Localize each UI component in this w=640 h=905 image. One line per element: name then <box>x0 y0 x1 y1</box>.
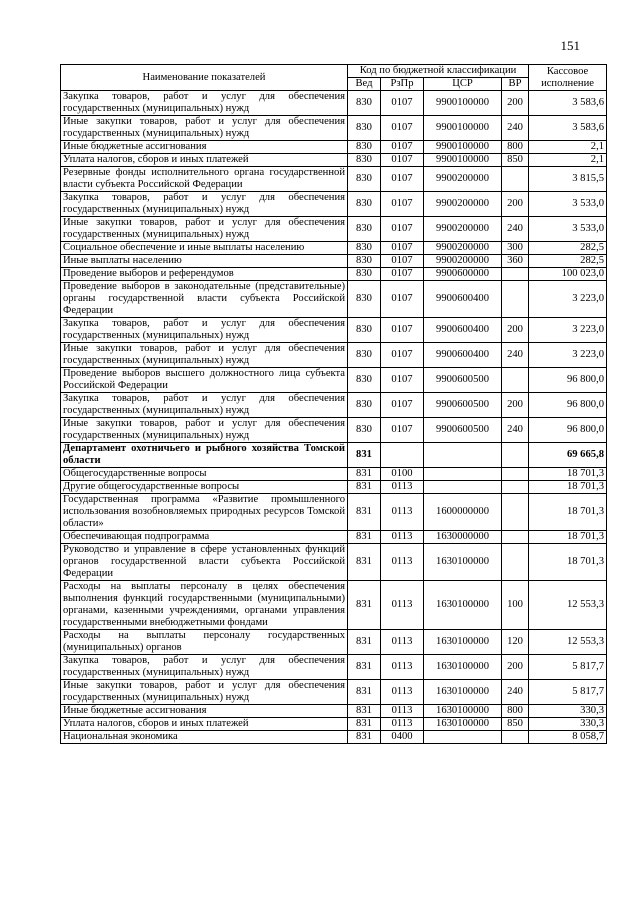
cell-amount: 8 058,7 <box>529 731 607 744</box>
header-code-group: Код по бюджетной классификации <box>348 65 529 78</box>
cell-ved: 830 <box>348 393 381 418</box>
cell-name: Расходы на выплаты персоналу в целях обеспечения выполнения функций государственными (муниципальными) органами, казенными учреждениями, органами управления государственными внебюджетными фондами <box>61 581 348 630</box>
cell-amount: 96 800,0 <box>529 418 607 443</box>
page-number: 151 <box>560 38 580 53</box>
cell-csr: 9900600400 <box>424 343 502 368</box>
cell-vr <box>502 167 529 192</box>
table-row <box>61 731 607 744</box>
cell-name: Руководство и управление в сфере установленных функций органов государственной власти субъекта Российской Федерации <box>61 544 348 581</box>
cell-vr: 360 <box>502 255 529 268</box>
cell-csr: 9900600500 <box>424 418 502 443</box>
cell-vr: 300 <box>502 242 529 255</box>
cell-csr: 9900600500 <box>424 393 502 418</box>
cell-vr: 200 <box>502 91 529 116</box>
cell-vr <box>502 731 529 744</box>
cell-ved: 831 <box>348 731 381 744</box>
cell-csr: 1630100000 <box>424 680 502 705</box>
cell-csr: 1600000000 <box>424 494 502 531</box>
cell-amount: 18 701,3 <box>529 468 607 481</box>
cell-rzpr: 0107 <box>381 255 424 268</box>
table-row <box>61 544 607 581</box>
cell-ved: 830 <box>348 343 381 368</box>
table-row <box>61 116 607 141</box>
budget-execution-table <box>60 64 607 744</box>
cell-amount: 96 800,0 <box>529 393 607 418</box>
cell-ved: 830 <box>348 141 381 154</box>
cell-ved: 830 <box>348 192 381 217</box>
table-row <box>61 343 607 368</box>
cell-name: Проведение выборов и референдумов <box>61 268 348 281</box>
cell-ved: 831 <box>348 531 381 544</box>
cell-ved: 830 <box>348 217 381 242</box>
cell-name: Закупка товаров, работ и услуг для обеспечения государственных (муниципальных) нужд <box>61 655 348 680</box>
cell-vr <box>502 494 529 531</box>
cell-ved: 830 <box>348 91 381 116</box>
table-row <box>61 141 607 154</box>
cell-csr <box>424 468 502 481</box>
cell-vr <box>502 481 529 494</box>
cell-csr: 1630000000 <box>424 531 502 544</box>
table-row <box>61 705 607 718</box>
cell-vr: 200 <box>502 192 529 217</box>
table-row <box>61 217 607 242</box>
cell-name: Другие общегосударственные вопросы <box>61 481 348 494</box>
cell-vr: 240 <box>502 116 529 141</box>
cell-amount: 3 223,0 <box>529 318 607 343</box>
table-row <box>61 680 607 705</box>
cell-amount: 5 817,7 <box>529 655 607 680</box>
cell-vr <box>502 531 529 544</box>
table-row <box>61 368 607 393</box>
cell-name: Уплата налогов, сборов и иных платежей <box>61 154 348 167</box>
cell-amount: 18 701,3 <box>529 531 607 544</box>
cell-vr <box>502 281 529 318</box>
cell-csr: 1630100000 <box>424 630 502 655</box>
table-row <box>61 531 607 544</box>
cell-ved: 831 <box>348 655 381 680</box>
cell-amount: 282,5 <box>529 242 607 255</box>
cell-rzpr: 0107 <box>381 368 424 393</box>
cell-amount: 18 701,3 <box>529 544 607 581</box>
cell-vr: 240 <box>502 343 529 368</box>
table-row <box>61 91 607 116</box>
table-row <box>61 242 607 255</box>
cell-rzpr: 0113 <box>381 718 424 731</box>
cell-name: Проведение выборов в законодательные (представительные) органы государственной власти субъекта Российской Федерации <box>61 281 348 318</box>
table-row <box>61 255 607 268</box>
cell-rzpr: 0113 <box>381 655 424 680</box>
cell-amount: 330,3 <box>529 718 607 731</box>
cell-csr: 9900200000 <box>424 217 502 242</box>
cell-amount: 96 800,0 <box>529 368 607 393</box>
cell-csr: 9900100000 <box>424 141 502 154</box>
table-row <box>61 318 607 343</box>
cell-vr: 850 <box>502 154 529 167</box>
cell-vr: 240 <box>502 418 529 443</box>
table-row <box>61 281 607 318</box>
cell-rzpr: 0113 <box>381 494 424 531</box>
cell-ved: 831 <box>348 718 381 731</box>
cell-rzpr: 0113 <box>381 705 424 718</box>
table-row <box>61 581 607 630</box>
cell-amount: 12 553,3 <box>529 630 607 655</box>
cell-amount: 3 533,0 <box>529 217 607 242</box>
cell-ved: 830 <box>348 281 381 318</box>
header-amount: Кассовое исполнение <box>529 65 607 91</box>
cell-ved: 831 <box>348 443 381 468</box>
cell-ved: 831 <box>348 680 381 705</box>
cell-amount: 3 533,0 <box>529 192 607 217</box>
cell-name: Государственная программа «Развитие промышленного использования возобновляемых природных ресурсов Томской области» <box>61 494 348 531</box>
cell-vr <box>502 544 529 581</box>
cell-csr: 9900200000 <box>424 255 502 268</box>
table-row <box>61 481 607 494</box>
cell-ved: 830 <box>348 167 381 192</box>
cell-rzpr: 0107 <box>381 418 424 443</box>
cell-vr <box>502 443 529 468</box>
cell-amount: 3 583,6 <box>529 91 607 116</box>
cell-name: Закупка товаров, работ и услуг для обеспечения государственных (муниципальных) нужд <box>61 91 348 116</box>
cell-csr <box>424 731 502 744</box>
cell-csr: 1630100000 <box>424 718 502 731</box>
cell-csr: 9900200000 <box>424 242 502 255</box>
cell-amount: 3 223,0 <box>529 343 607 368</box>
cell-name: Национальная экономика <box>61 731 348 744</box>
cell-name: Расходы на выплаты персоналу государственных (муниципальных) органов <box>61 630 348 655</box>
cell-name: Социальное обеспечение и иные выплаты населению <box>61 242 348 255</box>
cell-name: Общегосударственные вопросы <box>61 468 348 481</box>
table-row <box>61 494 607 531</box>
cell-ved: 830 <box>348 154 381 167</box>
table-row <box>61 393 607 418</box>
cell-vr <box>502 468 529 481</box>
cell-ved: 830 <box>348 318 381 343</box>
cell-rzpr: 0107 <box>381 343 424 368</box>
cell-csr: 9900200000 <box>424 167 502 192</box>
cell-vr <box>502 268 529 281</box>
cell-ved: 831 <box>348 468 381 481</box>
cell-rzpr: 0113 <box>381 581 424 630</box>
header-rzpr: РзПр <box>381 78 424 91</box>
cell-ved: 830 <box>348 255 381 268</box>
cell-csr <box>424 443 502 468</box>
cell-vr: 240 <box>502 217 529 242</box>
cell-amount: 18 701,3 <box>529 494 607 531</box>
cell-csr: 9900200000 <box>424 192 502 217</box>
cell-vr: 850 <box>502 718 529 731</box>
table-header <box>61 65 607 91</box>
cell-name: Обеспечивающая подпрограмма <box>61 531 348 544</box>
cell-ved: 831 <box>348 630 381 655</box>
table-row <box>61 655 607 680</box>
cell-rzpr: 0107 <box>381 217 424 242</box>
table-row <box>61 268 607 281</box>
cell-ved: 831 <box>348 705 381 718</box>
cell-rzpr: 0113 <box>381 544 424 581</box>
cell-csr: 9900100000 <box>424 91 502 116</box>
table-row <box>61 468 607 481</box>
cell-ved: 830 <box>348 368 381 393</box>
cell-csr <box>424 481 502 494</box>
cell-csr: 9900600400 <box>424 281 502 318</box>
cell-rzpr: 0400 <box>381 731 424 744</box>
cell-name: Департамент охотничьего и рыбного хозяйства Томской области <box>61 443 348 468</box>
cell-rzpr: 0107 <box>381 116 424 141</box>
cell-rzpr: 0107 <box>381 281 424 318</box>
cell-name: Уплата налогов, сборов и иных платежей <box>61 718 348 731</box>
cell-name: Иные бюджетные ассигнования <box>61 141 348 154</box>
cell-vr: 200 <box>502 393 529 418</box>
cell-name: Закупка товаров, работ и услуг для обеспечения государственных (муниципальных) нужд <box>61 192 348 217</box>
cell-amount: 330,3 <box>529 705 607 718</box>
cell-rzpr: 0113 <box>381 680 424 705</box>
header-vr: ВР <box>502 78 529 91</box>
cell-csr: 1630100000 <box>424 705 502 718</box>
table-row <box>61 192 607 217</box>
cell-amount: 12 553,3 <box>529 581 607 630</box>
cell-ved: 831 <box>348 494 381 531</box>
cell-rzpr: 0107 <box>381 318 424 343</box>
cell-rzpr: 0107 <box>381 192 424 217</box>
cell-rzpr: 0113 <box>381 481 424 494</box>
cell-vr: 200 <box>502 318 529 343</box>
cell-vr: 240 <box>502 680 529 705</box>
cell-name: Иные закупки товаров, работ и услуг для обеспечения государственных (муниципальных) нужд <box>61 217 348 242</box>
cell-rzpr: 0107 <box>381 268 424 281</box>
table-row <box>61 167 607 192</box>
cell-name: Иные закупки товаров, работ и услуг для обеспечения государственных (муниципальных) нужд <box>61 116 348 141</box>
cell-amount: 282,5 <box>529 255 607 268</box>
cell-name: Иные выплаты населению <box>61 255 348 268</box>
cell-rzpr: 0107 <box>381 91 424 116</box>
header-name: Наименование показателей <box>61 65 348 91</box>
cell-rzpr: 0107 <box>381 242 424 255</box>
cell-ved: 831 <box>348 544 381 581</box>
cell-vr: 120 <box>502 630 529 655</box>
cell-vr <box>502 368 529 393</box>
cell-amount: 69 665,8 <box>529 443 607 468</box>
cell-rzpr: 0107 <box>381 393 424 418</box>
cell-amount: 18 701,3 <box>529 481 607 494</box>
cell-name: Иные бюджетные ассигнования <box>61 705 348 718</box>
cell-rzpr: 0100 <box>381 468 424 481</box>
cell-csr: 9900100000 <box>424 154 502 167</box>
cell-vr: 100 <box>502 581 529 630</box>
cell-amount: 100 023,0 <box>529 268 607 281</box>
cell-csr: 1630100000 <box>424 544 502 581</box>
cell-name: Закупка товаров, работ и услуг для обеспечения государственных (муниципальных) нужд <box>61 393 348 418</box>
cell-rzpr: 0107 <box>381 154 424 167</box>
cell-ved: 830 <box>348 418 381 443</box>
table-body <box>61 91 607 744</box>
table-row <box>61 718 607 731</box>
cell-rzpr: 0107 <box>381 167 424 192</box>
cell-rzpr: 0113 <box>381 630 424 655</box>
cell-vr: 800 <box>502 705 529 718</box>
cell-name: Иные закупки товаров, работ и услуг для обеспечения государственных (муниципальных) нужд <box>61 680 348 705</box>
cell-name: Закупка товаров, работ и услуг для обеспечения государственных (муниципальных) нужд <box>61 318 348 343</box>
table-row <box>61 154 607 167</box>
cell-amount: 2,1 <box>529 141 607 154</box>
cell-ved: 830 <box>348 268 381 281</box>
cell-amount: 5 817,7 <box>529 680 607 705</box>
cell-ved: 830 <box>348 116 381 141</box>
cell-rzpr: 0113 <box>381 531 424 544</box>
header-csr: ЦСР <box>424 78 502 91</box>
cell-ved: 831 <box>348 481 381 494</box>
table-row <box>61 418 607 443</box>
cell-csr: 1630100000 <box>424 655 502 680</box>
cell-ved: 830 <box>348 242 381 255</box>
cell-name: Иные закупки товаров, работ и услуг для обеспечения государственных (муниципальных) нужд <box>61 343 348 368</box>
cell-name: Проведение выборов высшего должностного лица субъекта Российской Федерации <box>61 368 348 393</box>
cell-amount: 3 223,0 <box>529 281 607 318</box>
cell-csr: 1630100000 <box>424 581 502 630</box>
cell-csr: 9900100000 <box>424 116 502 141</box>
cell-rzpr <box>381 443 424 468</box>
cell-name: Иные закупки товаров, работ и услуг для обеспечения государственных (муниципальных) нужд <box>61 418 348 443</box>
cell-csr: 9900600500 <box>424 368 502 393</box>
cell-rzpr: 0107 <box>381 141 424 154</box>
cell-csr: 9900600400 <box>424 318 502 343</box>
table-row <box>61 443 607 468</box>
header-ved: Вед <box>348 78 381 91</box>
cell-csr: 9900600000 <box>424 268 502 281</box>
cell-vr: 200 <box>502 655 529 680</box>
cell-amount: 2,1 <box>529 154 607 167</box>
table-row <box>61 630 607 655</box>
cell-ved: 831 <box>348 581 381 630</box>
cell-name: Резервные фонды исполнительного органа государственной власти субъекта Российской Федерации <box>61 167 348 192</box>
cell-vr: 800 <box>502 141 529 154</box>
cell-amount: 3 815,5 <box>529 167 607 192</box>
cell-amount: 3 583,6 <box>529 116 607 141</box>
